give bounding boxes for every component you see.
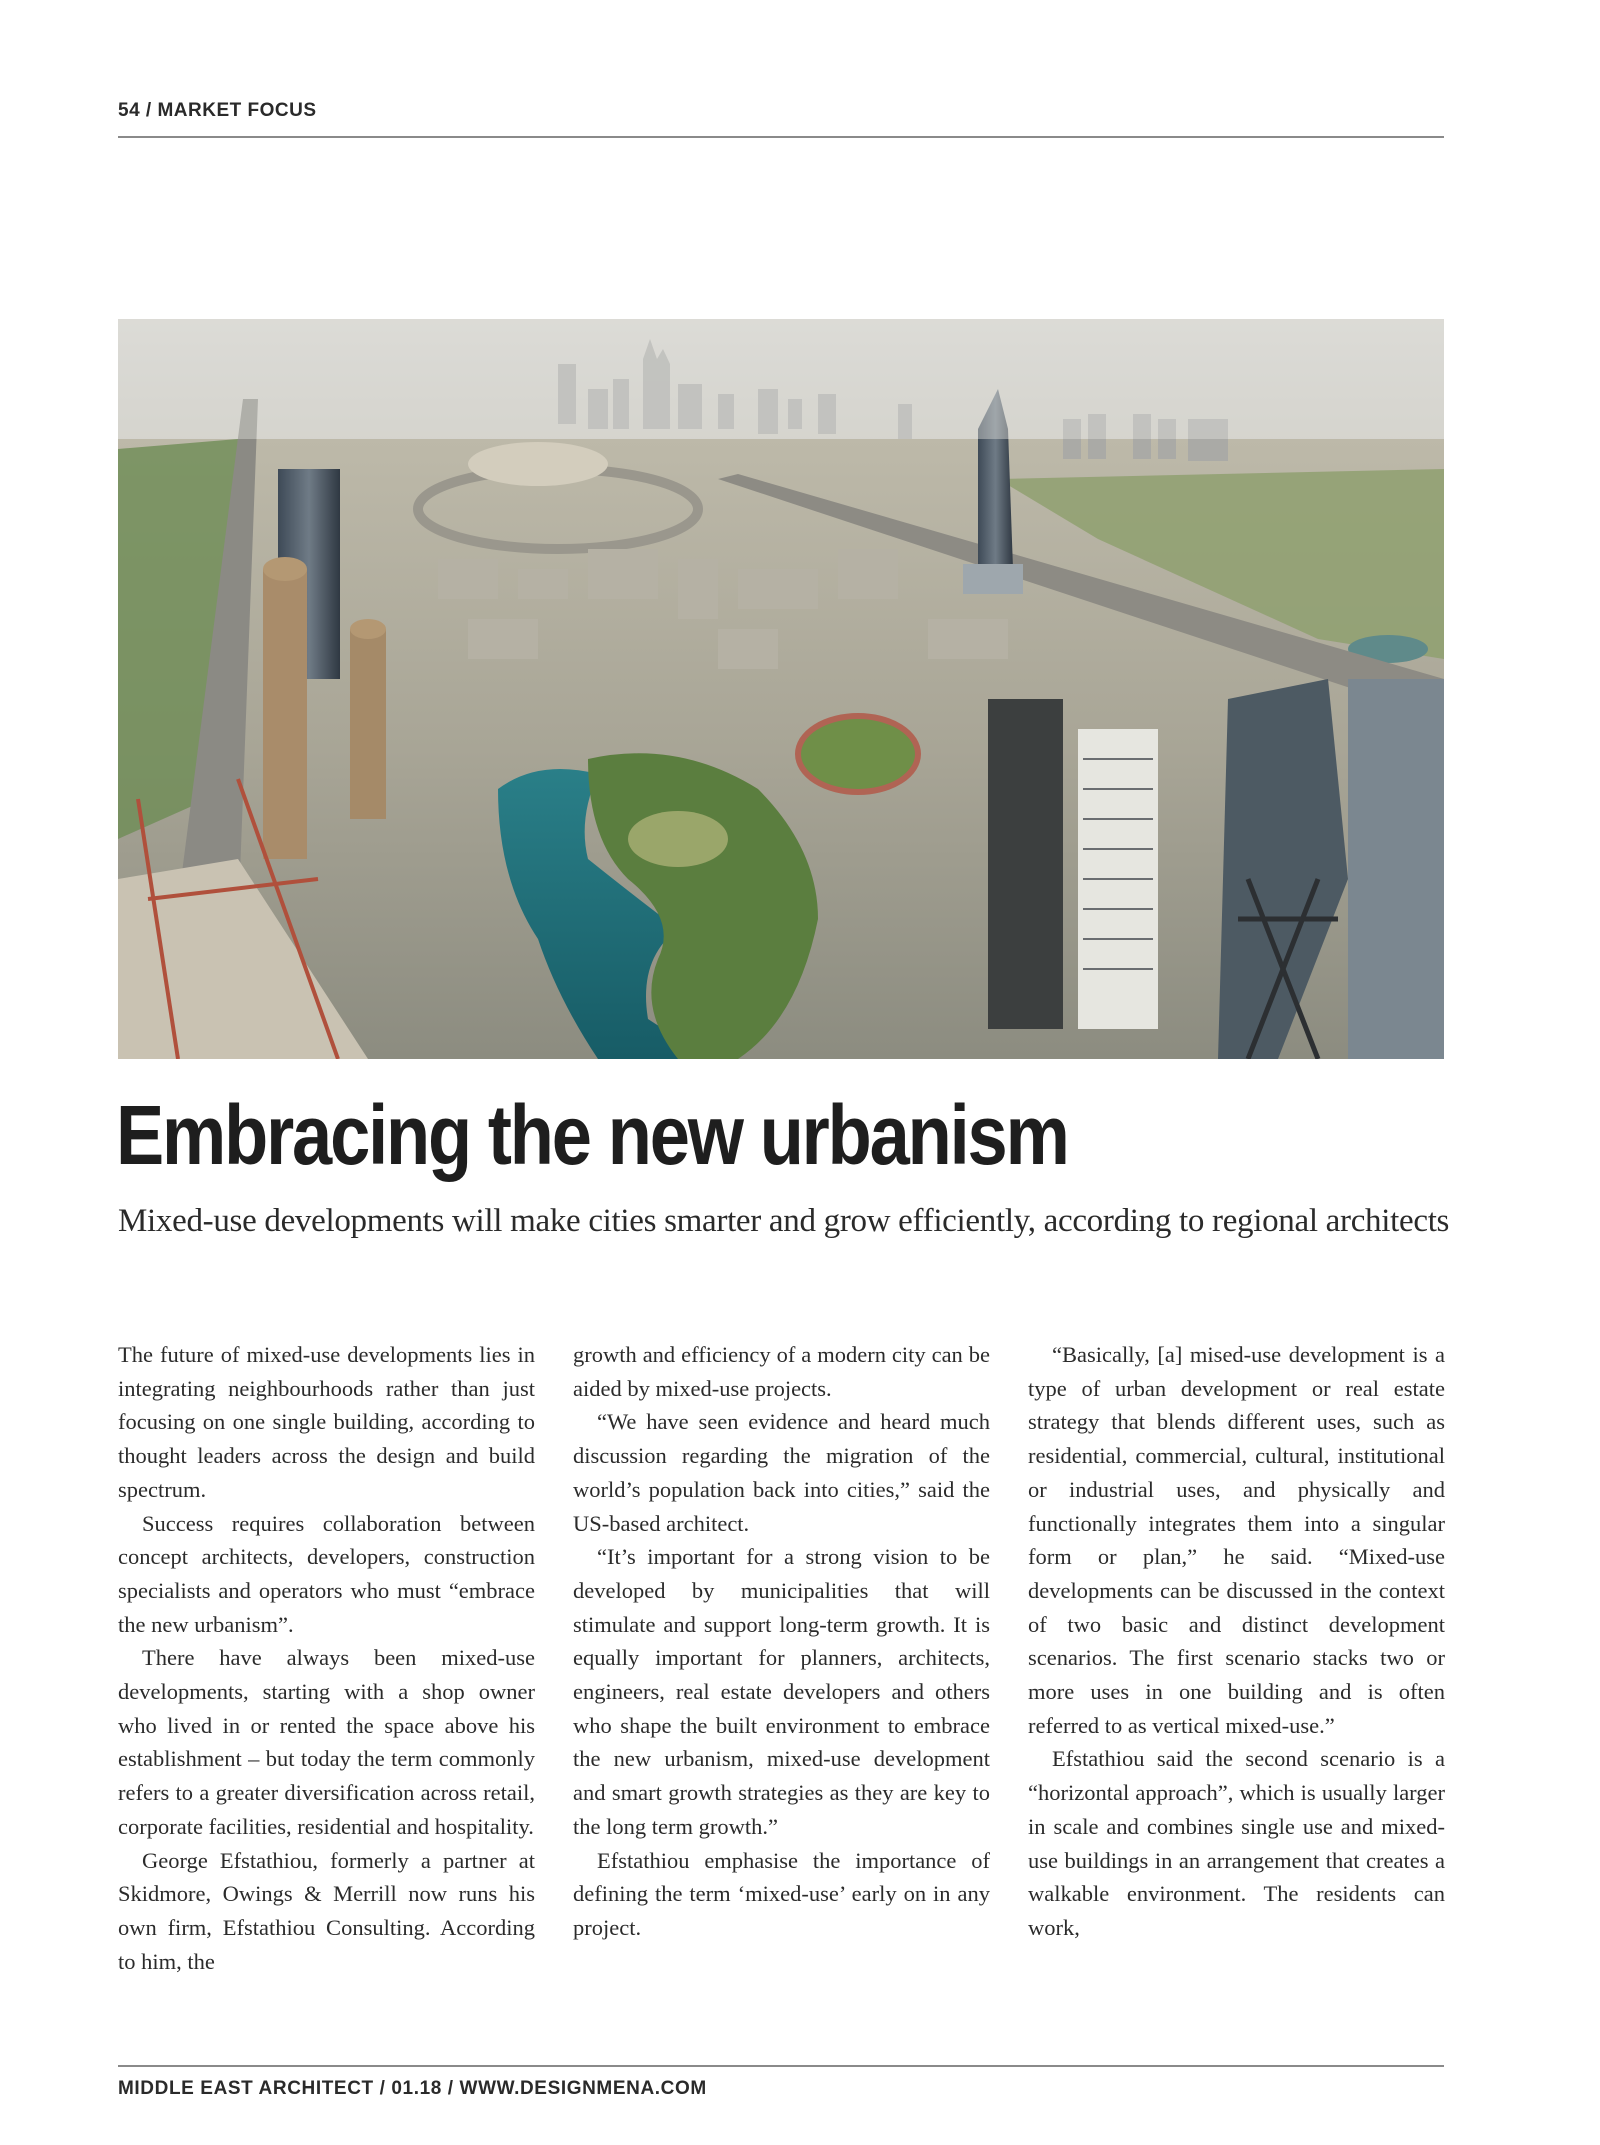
paragraph: “It’s important for a strong vision to be developed by municipalities that will stimulate and support long-term growth. It is equally important for planners, architects, engineers, real estate developers and others who shape the built environment to embrace the new urbanism, mixed-use development and smart growth strategies as they are key to the long term growth.” [573,1544,990,1839]
paragraph: The future of mixed-use developments lies in integrating neighbourhoods rather than just focusing on one single building, according to thought leaders across the design and build spectrum. [118,1342,535,1502]
body-column-1 [118,1338,535,1978]
hero-photo [118,319,1444,1059]
paragraph: There have always been mixed-use developments, starting with a shop owner who lived in or rented the space above his establishment – but today the term commonly refers to a greater diversification across retail, corporate facilities, residential and hospitality. [118,1645,535,1839]
page-footer: MIDDLE EAST ARCHITECT / 01.18 / WWW.DESIGNMENA.COM [118,2078,707,2099]
paragraph: “Basically, [a] mised-use development is a type of urban development or real estate strategy that blends different uses, such as residential, commercial, cultural, institutional or industrial uses, and physically and functionally integrates them into a singular form or plan,” he said. “Mixed-use developments can be discussed in the context of two basic and distinct development scenarios. The first scenario stacks two or more uses in one building and is often referred to as vertical mixed-use.” [1028,1342,1445,1738]
running-head: 54 / MARKET FOCUS [118,100,317,121]
article-deck: Mixed-use developments will make cities smarter and grow efficiently, according to regional architects [118,1203,1450,1239]
paragraph: George Efstathiou, formerly a partner at Skidmore, Owings & Merrill now runs his own firm, Efstathiou Consulting. According to him, the [118,1847,535,1974]
footer-rule [118,2065,1444,2067]
paragraph: “We have seen evidence and heard much discussion regarding the migration of the world’s population back into cities,” said the US-based architect. [573,1409,990,1536]
aerial-city-photo [118,319,1444,1059]
body-column-2 [573,1338,990,1945]
paragraph: growth and efficiency of a modern city can be aided by mixed-use projects. [573,1342,990,1401]
paragraph: Efstathiou emphasise the importance of defining the term ‘mixed-use’ early on in any project. [573,1847,990,1940]
article-title: Embracing the new urbanism [116,1088,1068,1182]
header-rule [118,136,1444,138]
paragraph: Efstathiou said the second scenario is a “horizontal approach”, which is usually larger in scale and combines single use and mixed-use buildings in an arrangement that creates a walkable environment. The residents can work, [1028,1746,1445,1940]
body-column-3 [1028,1338,1445,1945]
paragraph: Success requires collaboration between concept architects, developers, construction specialists and operators who must “embrace the new urbanism”. [118,1510,535,1637]
